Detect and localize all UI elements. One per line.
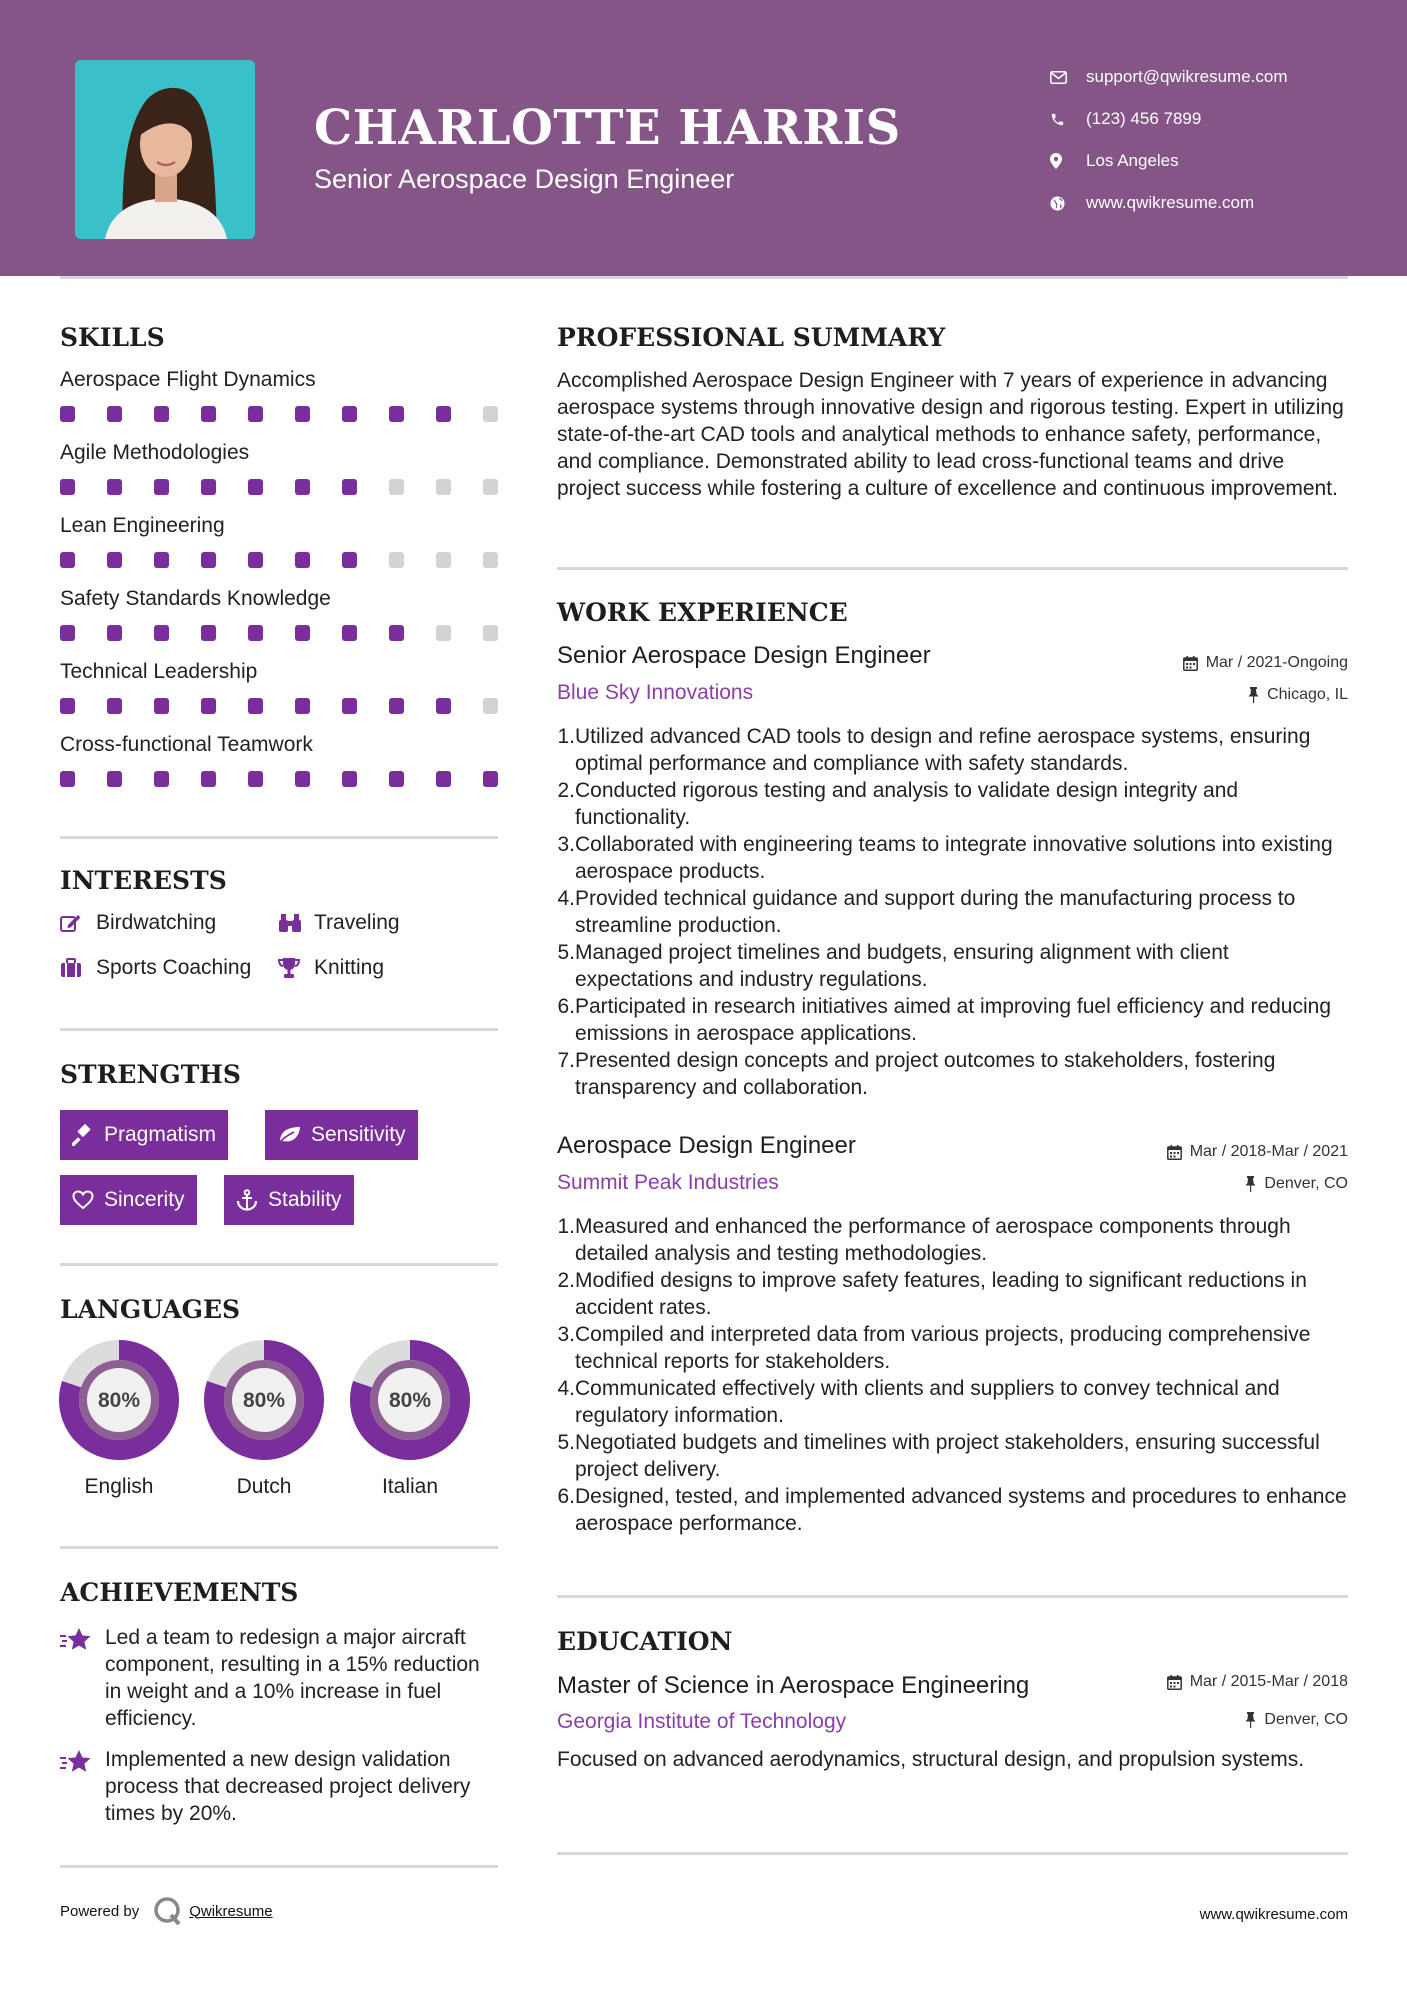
rating-dot-filled — [295, 625, 310, 641]
bullet-number: 5. — [557, 1431, 575, 1454]
job-bullet — [557, 939, 1347, 993]
job-bullet — [557, 1483, 1347, 1537]
language-progress-ring — [58, 1339, 180, 1461]
interest-item — [60, 911, 216, 935]
skills-divider — [60, 836, 498, 839]
job-title: Aerospace Design Engineer — [557, 1132, 856, 1159]
calendar-icon — [1167, 1675, 1182, 1690]
education-degree: Master of Science in Aerospace Engineering — [557, 1672, 1030, 1699]
education-location — [1245, 1711, 1348, 1729]
skill-label: Agile Methodologies — [60, 441, 250, 464]
interest-label: Knitting — [314, 956, 385, 979]
footer-powered-by — [60, 1896, 273, 1926]
rating-dot-filled — [436, 698, 451, 714]
bullet-number: 3. — [557, 833, 575, 856]
achievements-heading: ACHIEVEMENTS — [60, 1578, 299, 1607]
experience-heading: WORK EXPERIENCE — [557, 598, 848, 627]
rating-dot-filled — [248, 552, 263, 568]
rating-dot-filled — [60, 406, 75, 422]
location-pin-icon — [1050, 153, 1086, 169]
footer-website[interactable]: www.qwikresume.com — [1199, 1906, 1348, 1923]
rating-dot-filled — [60, 698, 75, 714]
rating-dot-filled — [60, 625, 75, 641]
bullet-number: 6. — [557, 1485, 575, 1508]
bullet-text: Modified designs to improve safety features, leading to significant reductions in accident rates. — [575, 1269, 1307, 1319]
rating-dot-filled — [342, 698, 357, 714]
calendar-icon — [1183, 656, 1198, 671]
rating-dot-filled — [107, 479, 122, 495]
bullet-text: Measured and enhanced the performance of aerospace components through detailed analysis and testing methodologies. — [575, 1215, 1291, 1265]
bullet-number: 3. — [557, 1323, 575, 1346]
language-item — [58, 1339, 180, 1499]
star-icon — [60, 1746, 105, 1827]
language-percent: 80% — [242, 1389, 286, 1412]
strength-label: Sensitivity — [311, 1123, 406, 1146]
skill-label: Aerospace Flight Dynamics — [60, 368, 316, 391]
skill-label: Lean Engineering — [60, 514, 225, 537]
rating-dot-empty — [436, 552, 451, 568]
job-bullet — [557, 1429, 1347, 1483]
job-location — [1245, 1175, 1348, 1193]
job-bullet — [557, 831, 1347, 885]
job-bullets — [557, 723, 1347, 1101]
strength-label: Stability — [268, 1188, 342, 1211]
job-dates — [1183, 654, 1348, 672]
rating-dot-filled — [483, 771, 498, 787]
skill-rating — [60, 479, 498, 495]
rating-dot-empty — [389, 479, 404, 495]
education-school: Georgia Institute of Technology — [557, 1710, 847, 1733]
briefcase-icon — [60, 958, 96, 978]
job-dates-text: Mar / 2021-Ongoing — [1205, 654, 1348, 671]
heart-icon — [72, 1190, 94, 1210]
binoculars-icon — [278, 913, 314, 933]
skill-label: Technical Leadership — [60, 660, 258, 683]
job-location-text: Denver, CO — [1264, 1175, 1348, 1192]
education-divider — [557, 1852, 1348, 1855]
header-banner — [0, 0, 1407, 276]
contact-email[interactable] — [1050, 56, 1288, 98]
rating-dot-filled — [295, 406, 310, 422]
bullet-number: 1. — [557, 1215, 575, 1238]
rating-dot-filled — [201, 406, 216, 422]
bullet-text: Managed project timelines and budgets, ensuring alignment with client expectations and industry regulations. — [575, 941, 1229, 991]
language-progress-ring — [203, 1339, 325, 1461]
rating-dot-filled — [107, 552, 122, 568]
contact-location — [1050, 140, 1288, 182]
rating-dot-empty — [389, 552, 404, 568]
job-company: Blue Sky Innovations — [557, 681, 754, 704]
rating-dot-filled — [389, 771, 404, 787]
calendar-icon — [1167, 1145, 1182, 1160]
interest-label: Birdwatching — [96, 911, 217, 934]
skill-rating — [60, 552, 498, 568]
rating-dot-empty — [436, 479, 451, 495]
skill-rating — [60, 625, 498, 641]
skill-label: Cross-functional Teamwork — [60, 733, 313, 756]
rating-dot-filled — [248, 625, 263, 641]
rating-dot-empty — [483, 625, 498, 641]
rating-dot-filled — [201, 625, 216, 641]
bullet-text: Communicated effectively with clients and suppliers to convey technical and regulatory information. — [575, 1377, 1280, 1427]
bullet-text: Designed, tested, and implemented advanced systems and procedures to enhance aerospace performance. — [575, 1485, 1347, 1535]
education-dates — [1167, 1673, 1348, 1691]
star-icon — [60, 1624, 105, 1732]
rating-dot-filled — [154, 552, 169, 568]
job-bullet — [557, 993, 1347, 1047]
job-location-text: Chicago, IL — [1267, 686, 1348, 703]
bullet-text: Provided technical guidance and support during the manufacturing process to streamline production. — [575, 887, 1296, 937]
skill-label: Safety Standards Knowledge — [60, 587, 331, 610]
rating-dot-filled — [107, 698, 122, 714]
interest-item — [278, 956, 384, 980]
skill-rating — [60, 771, 498, 787]
contact-phone-text: (123) 456 7899 — [1086, 109, 1202, 128]
rating-dot-filled — [295, 479, 310, 495]
rating-dot-filled — [436, 406, 451, 422]
candidate-name: CHARLOTTE HARRIS — [314, 100, 901, 156]
strength-badge — [60, 1110, 228, 1160]
trophy-icon — [278, 957, 314, 979]
strength-label: Pragmatism — [104, 1123, 217, 1146]
job-location — [1248, 686, 1348, 704]
rating-dot-filled — [107, 771, 122, 787]
bullet-text: Conducted rigorous testing and analysis to validate design integrity and functionality. — [575, 779, 1239, 829]
language-item — [203, 1339, 325, 1499]
bullet-text: Collaborated with engineering teams to integrate innovative solutions into existing aerospace products. — [575, 833, 1333, 883]
education-heading: EDUCATION — [557, 1627, 733, 1656]
achievement-item — [60, 1624, 500, 1732]
summary-heading: PROFESSIONAL SUMMARY — [557, 323, 946, 352]
language-percent: 80% — [388, 1389, 432, 1412]
job-title: Senior Aerospace Design Engineer — [557, 642, 931, 669]
rating-dot-filled — [248, 479, 263, 495]
rating-dot-filled — [201, 698, 216, 714]
rating-dot-filled — [342, 552, 357, 568]
bullet-text: Presented design concepts and project outcomes to stakeholders, fostering transparency and collaboration. — [575, 1049, 1276, 1099]
strengths-heading: STRENGTHS — [60, 1060, 241, 1089]
achievement-text: Led a team to redesign a major aircraft component, resulting in a 15% reduction in weight and a 10% increase in fuel efficiency. — [105, 1626, 480, 1730]
education-location-text: Denver, CO — [1264, 1711, 1348, 1728]
job-bullet — [557, 1321, 1347, 1375]
rating-dot-filled — [436, 771, 451, 787]
rating-dot-filled — [342, 771, 357, 787]
rating-dot-filled — [342, 625, 357, 641]
job-company: Summit Peak Industries — [557, 1171, 779, 1194]
achievement-item — [60, 1746, 500, 1827]
job-bullet — [557, 885, 1347, 939]
rating-dot-filled — [201, 479, 216, 495]
rating-dot-empty — [436, 625, 451, 641]
interest-label: Sports Coaching — [96, 956, 252, 979]
language-percent: 80% — [97, 1389, 141, 1412]
rating-dot-filled — [60, 552, 75, 568]
rating-dot-filled — [107, 406, 122, 422]
interest-label: Traveling — [314, 911, 400, 934]
strength-badge — [60, 1175, 197, 1225]
job-bullet — [557, 777, 1347, 831]
job-bullet — [557, 1267, 1347, 1321]
achievements-divider — [60, 1865, 498, 1868]
rating-dot-filled — [389, 698, 404, 714]
education-description: Focused on advanced aerodynamics, structural design, and propulsion systems. — [557, 1748, 1305, 1771]
interests-divider — [60, 1028, 498, 1031]
pushpin-icon — [1245, 1176, 1256, 1192]
contact-list — [1050, 56, 1288, 224]
job-bullet — [557, 1375, 1347, 1429]
pushpin-icon — [1245, 1712, 1256, 1728]
rating-dot-filled — [154, 698, 169, 714]
rating-dot-empty — [483, 552, 498, 568]
rating-dot-filled — [154, 625, 169, 641]
rating-dot-filled — [248, 698, 263, 714]
strength-label: Sincerity — [104, 1188, 185, 1211]
job-bullets — [557, 1213, 1347, 1537]
rating-dot-filled — [201, 552, 216, 568]
rating-dot-filled — [60, 771, 75, 787]
experience-divider — [557, 1595, 1348, 1598]
rating-dot-empty — [483, 479, 498, 495]
bullet-number: 1. — [557, 725, 575, 748]
skill-rating — [60, 698, 498, 714]
rating-dot-filled — [295, 771, 310, 787]
job-dates-text: Mar / 2018-Mar / 2021 — [1189, 1143, 1348, 1160]
leaf-icon — [277, 1125, 301, 1145]
header-divider — [60, 276, 1348, 279]
education-dates-text: Mar / 2015-Mar / 2018 — [1189, 1673, 1348, 1690]
languages-divider — [60, 1546, 498, 1549]
rating-dot-filled — [107, 625, 122, 641]
skill-rating — [60, 406, 498, 422]
gavel-icon — [72, 1124, 94, 1146]
job-dates — [1167, 1143, 1348, 1161]
interest-item — [278, 911, 400, 935]
rating-dot-filled — [342, 406, 357, 422]
profile-photo — [75, 60, 255, 239]
language-name: English — [84, 1475, 154, 1498]
rating-dot-filled — [248, 771, 263, 787]
bullet-number: 6. — [557, 995, 575, 1018]
interest-item — [60, 956, 251, 980]
rating-dot-empty — [483, 698, 498, 714]
contact-website-text: www.qwikresume.com — [1086, 193, 1255, 212]
bullet-number: 4. — [557, 1377, 575, 1400]
globe-icon — [1050, 196, 1086, 211]
powered-by-text: Powered by — [60, 1902, 140, 1920]
contact-location-text: Los Angeles — [1086, 151, 1179, 170]
rating-dot-filled — [295, 698, 310, 714]
language-progress-ring — [349, 1339, 471, 1461]
rating-dot-filled — [295, 552, 310, 568]
achievement-text: Implemented a new design validation process that decreased project delivery times by 20%. — [105, 1748, 471, 1825]
strength-badge — [224, 1175, 354, 1225]
phone-icon — [1050, 112, 1086, 127]
contact-email-text: support@qwikresume.com — [1086, 67, 1288, 86]
bullet-text: Participated in research initiatives aimed at improving fuel efficiency and reducing emissions in aerospace applications. — [575, 995, 1332, 1045]
bullet-number: 7. — [557, 1049, 575, 1072]
language-name: Italian — [381, 1475, 439, 1498]
qwikresume-brand-link[interactable]: Qwikresume — [189, 1902, 273, 1920]
bullet-text: Utilized advanced CAD tools to design and refine aerospace systems, ensuring optimal performance and compliance with safety standards. — [575, 725, 1311, 775]
bullet-text: Compiled and interpreted data from various projects, producing comprehensive technical reports for stakeholders. — [575, 1323, 1311, 1373]
contact-phone[interactable] — [1050, 98, 1288, 140]
language-item — [349, 1339, 471, 1499]
job-bullet — [557, 723, 1347, 777]
rating-dot-empty — [483, 406, 498, 422]
contact-website[interactable] — [1050, 182, 1288, 224]
rating-dot-filled — [342, 479, 357, 495]
summary-text: Accomplished Aerospace Design Engineer with 7 years of experience in advancing aerospace systems through innovative design and rigorous testing. Expert in utilizing state-of-the-art CAD tools and analytical methods to enhance safety, performance, and compliance. Demonstrated ability to lead cross-functional teams and drive project success while fostering a culture of excellence and continuous improvement. — [557, 369, 1344, 500]
anchor-icon — [236, 1189, 258, 1211]
skills-heading: SKILLS — [60, 323, 165, 352]
rating-dot-filled — [248, 406, 263, 422]
interests-heading: INTERESTS — [60, 866, 227, 895]
rating-dot-filled — [154, 406, 169, 422]
pushpin-icon — [1248, 687, 1259, 703]
rating-dot-filled — [154, 479, 169, 495]
job-bullet — [557, 1047, 1347, 1101]
bullet-number: 4. — [557, 887, 575, 910]
rating-dot-filled — [389, 406, 404, 422]
rating-dot-filled — [154, 771, 169, 787]
candidate-title: Senior Aerospace Design Engineer — [314, 164, 735, 194]
language-name: Dutch — [236, 1475, 292, 1498]
rating-dot-filled — [201, 771, 216, 787]
bullet-number: 2. — [557, 1269, 575, 1292]
rating-dot-filled — [60, 479, 75, 495]
job-bullet — [557, 1213, 1347, 1267]
strength-badge — [265, 1110, 418, 1160]
summary-divider — [557, 567, 1348, 570]
languages-heading: LANGUAGES — [60, 1295, 241, 1324]
strengths-divider — [60, 1263, 498, 1266]
bullet-number: 2. — [557, 779, 575, 802]
rating-dot-filled — [389, 625, 404, 641]
qwikresume-logo-icon — [153, 1896, 183, 1926]
bullet-text: Negotiated budgets and timelines with project stakeholders, ensuring successful project delivery. — [575, 1431, 1320, 1481]
edit-icon — [60, 913, 96, 933]
envelope-icon — [1050, 71, 1086, 84]
bullet-number: 5. — [557, 941, 575, 964]
